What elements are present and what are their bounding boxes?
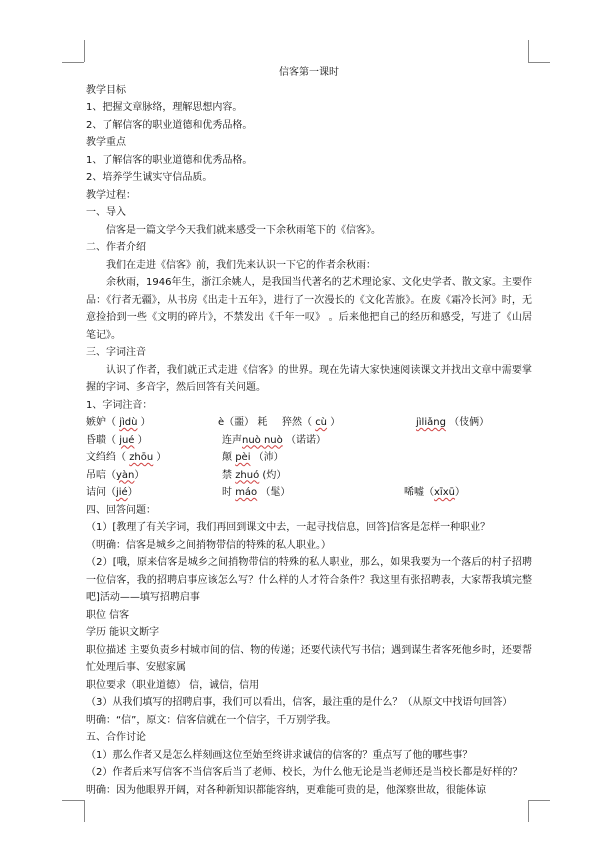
document-title: 信客第一课时 [279, 67, 339, 78]
focus-item: 1、了解信客的职业道德和优秀品格。 [86, 154, 253, 166]
vocab-row [86, 432, 532, 450]
vocab-row [86, 449, 532, 467]
corner-mark [62, 800, 84, 801]
document-body [86, 64, 532, 799]
goal-item: 2、了解信客的职业道德和优秀品格。 [86, 119, 253, 131]
discussion-item: 明确：因为他眼界开阔，对各种新知识都能容纳，更难能可贵的是，他深察世故，很能体谅 [86, 784, 486, 796]
vocab-item: 昏聩（ jué ） [86, 434, 148, 446]
section-heading: 五、合作讨论 [86, 732, 146, 743]
vocab-item: 文绉绉（ zhōu ） [86, 452, 167, 463]
vocab-item: 连声nuò nuò （诺诺） [222, 434, 326, 446]
vocab-row [86, 414, 532, 432]
question: （1）[教理了有关字词，我们再回到课文中去，一起寻找信息，回答]信客是怎样一种职业？ [86, 522, 491, 533]
job-position: 职位 信客 [86, 609, 130, 621]
question: （2）[哦，原来信客是城乡之间捎物带信的特殊的私人职业，那么，如果我要为一个落后的村子招聘一位信客，我的招聘启事应该怎么写？什么样的人才符合条件？我这里有张招聘表，大家帮我填完整吧]活动——填写招聘启事 [86, 557, 532, 603]
section-heading: 二、作者介绍 [86, 242, 146, 253]
vocab-item: 禁 zhuó (灼） [222, 469, 287, 481]
corner-mark [528, 800, 550, 801]
section-heading: 一、导入 [86, 207, 126, 218]
corner-mark [528, 62, 550, 63]
section-text: 认识了作者，我们就正式走进《信客》的世界。现在先请大家快速阅读课文并找出文章中需要掌握的字词、多音字，然后回答有关问题。 [86, 364, 532, 393]
vocab-item: 颠 pèi （沛） [222, 452, 284, 463]
discussion-item: （1）那么作者又是怎么样刻画这位至始至终讲求诚信的信客的？重点写了他的哪些事？ [86, 749, 473, 761]
job-education: 学历 能识文断字 [86, 627, 160, 638]
section-text: 我们在走进《信客》前，我们先来认识一下它的作者余秋雨： [106, 259, 376, 271]
answer: 明确：“信”，原文：信客信就在一个信字，千万别学我。 [86, 714, 337, 726]
vocab-item: 猝然（ cù ） [282, 417, 341, 428]
section-heading: 三、字词注音 [86, 347, 146, 358]
goals-heading: 教学目标 [86, 84, 126, 96]
job-requirement: 职位要求（职业道德） 信，诚信，信用 [86, 679, 260, 691]
vocab-item: 吊唁（yàn） [86, 469, 145, 481]
job-description: 职位描述 主要负责乡村城市间的信、物的传递；还要代读代写书信；遇到谋生者客死他乡时，还要帮忙处理后事、安慰家属 [86, 644, 532, 673]
vocab-item: è（噩） 耗 [218, 417, 268, 428]
answer: （明确：信客是城乡之间捎物带信的特殊的私人职业。） [86, 539, 331, 551]
focus-item: 2、培养学生诚实守信品质。 [86, 172, 213, 183]
corner-mark [528, 40, 529, 62]
vocab-item: 唏嘘（xīxū） [404, 487, 465, 498]
process-heading: 教学过程： [86, 189, 136, 201]
section-heading: 四、回答问题： [86, 504, 156, 516]
author-paragraph: 余秋雨，1946年生，浙江余姚人，是我国当代著名的艺术理论家、文化史学者、散文家。主要作品：《行者无疆》，从书房《出走十五年》，进行了一次漫长的《文化苦旅》。在废《霜冷长河》时，无意捡拾到一些《文明的碎片》，不禁发出《千年一叹》 。后来他把自己的经历和感受，写进了《山居笔记》。 [86, 277, 532, 341]
vocab-row [86, 467, 532, 485]
corner-mark [84, 40, 85, 62]
question: （3）从我们填写的招聘启事，我们可以看出，信客，最注重的是什么？（从原文中找语句回答） [86, 697, 513, 708]
focus-heading: 教学重点 [86, 137, 126, 148]
discussion-item: （2）作者后来写信客不当信客后当了老师、校长，为什么他无论是当老师还是当校长都是好样的？ [86, 767, 523, 778]
vocab-item: 嫉妒（ jìdù ） [86, 417, 151, 428]
vocab-item: 时 máo （髦） [222, 487, 291, 498]
subheading: 1、字词注音： [86, 399, 153, 411]
corner-mark [62, 62, 84, 63]
goal-item: 1、把握文章脉络，理解思想内容。 [86, 102, 243, 113]
corner-mark [84, 800, 85, 822]
section-text: 信客是一篇文学今天我们就来感受一下余秋雨笔下的《信客》。 [106, 224, 381, 236]
vocab-item: 诘问（jié） [86, 487, 138, 498]
vocab-row [86, 484, 532, 502]
corner-mark [528, 800, 529, 822]
vocab-item: jìliǎng （伎俩） [416, 417, 490, 428]
